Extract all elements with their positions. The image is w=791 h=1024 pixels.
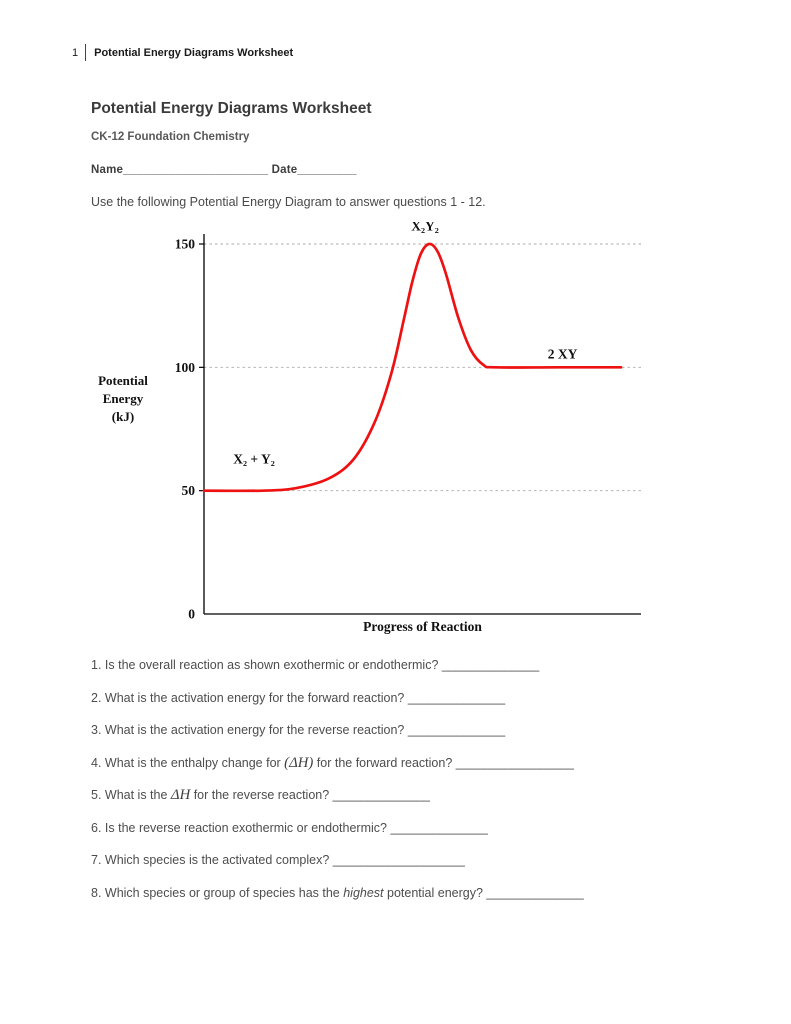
- y-tick-label: 150: [174, 236, 195, 252]
- question: [91, 851, 721, 870]
- question-text: for the reverse reaction? ______________: [190, 788, 430, 802]
- questions-list: [91, 656, 721, 903]
- potential-energy-diagram: [91, 222, 651, 642]
- worksheet-title: Potential Energy Diagrams Worksheet: [91, 100, 372, 117]
- question-math-text: (ΔH): [284, 754, 314, 771]
- question-text: for the forward reaction? _________________: [313, 755, 574, 770]
- potential-energy-chart: [91, 222, 651, 642]
- worksheet-body: [91, 100, 721, 916]
- question-math-text: ΔH: [170, 787, 191, 803]
- page-number: 1: [72, 46, 79, 59]
- y-axis-title: Potential: [98, 373, 148, 388]
- header-divider: [85, 44, 86, 61]
- annotation-products: 2 XY: [547, 346, 578, 362]
- y-axis-title: Energy: [102, 391, 144, 406]
- y-axis-title: (kJ): [111, 409, 135, 424]
- question-text: 8. Which species or group of species has the: [91, 885, 344, 900]
- y-tick-label: 100: [174, 359, 195, 375]
- question-text: potential energy? ______________: [383, 885, 584, 900]
- question-text: 5. What is the: [91, 788, 171, 802]
- annotation-activated-complex: X₂Y₂: [411, 222, 439, 234]
- annotation-reactants: X₂ + Y₂: [233, 451, 275, 467]
- name-date-line: Name______________________ Date_________: [91, 164, 357, 176]
- question: [91, 689, 721, 708]
- question-text: 1. Is the overall reaction as shown exothermic or endothermic? ______________: [91, 658, 540, 672]
- instructions-text: Use the following Potential Energy Diagram to answer questions 1 - 12.: [91, 195, 486, 209]
- question-text: 4. What is the enthalpy change for: [91, 755, 285, 770]
- question: [91, 754, 721, 773]
- question: [91, 786, 721, 805]
- question-text: 7. Which species is the activated complex? ___________________: [91, 853, 465, 867]
- question-text: 2. What is the activation energy for the forward reaction? ______________: [91, 690, 506, 705]
- question-text: 3. What is the activation energy for the reverse reaction? ______________: [91, 723, 506, 737]
- y-tick-label: 0: [188, 606, 195, 622]
- page-header: [72, 44, 293, 61]
- question: [91, 884, 721, 903]
- x-axis-title: Progress of Reaction: [363, 619, 482, 634]
- question: [91, 656, 721, 675]
- y-tick-label: 50: [181, 483, 195, 499]
- question: [91, 819, 721, 838]
- question: [91, 721, 721, 740]
- question-italic-text: highest: [343, 885, 384, 900]
- worksheet-subtitle: CK-12 Foundation Chemistry: [91, 131, 250, 143]
- question-text: 6. Is the reverse reaction exothermic or endothermic? ______________: [91, 820, 488, 835]
- header-title: Potential Energy Diagrams Worksheet: [94, 46, 294, 59]
